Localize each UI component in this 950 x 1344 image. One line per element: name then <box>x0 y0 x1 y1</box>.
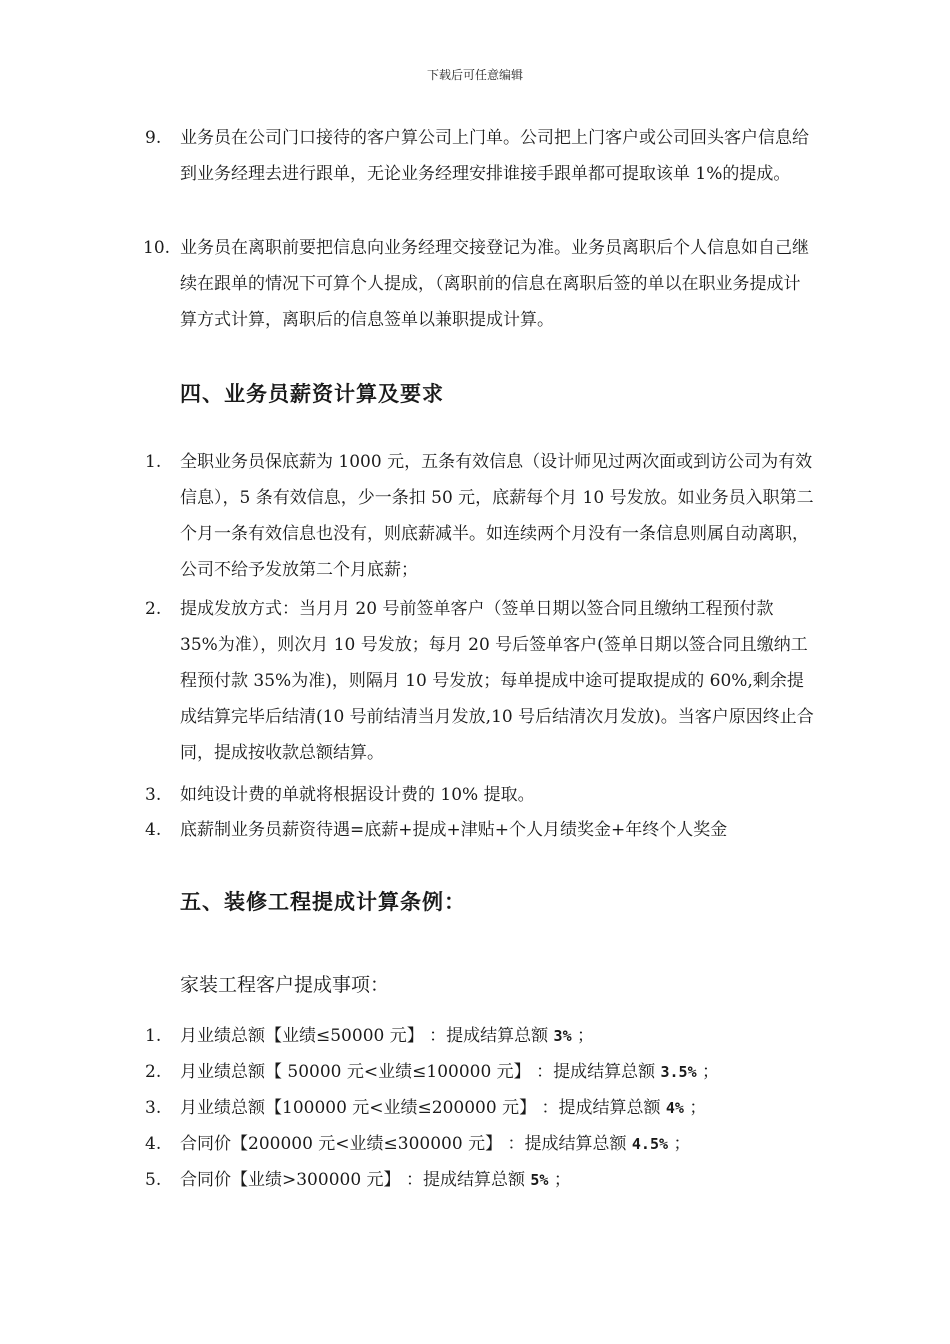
list-item-text: 业务员在离职前要把信息向业务经理交接登记为准。业务员离职后个人信息如自己继续在跟单的情况下可算个人提成，（离职前的信息在离职后签的单以在职业务提成计算方式计算，离职后的信息签单以兼职提成计算。 <box>180 238 809 330</box>
rate-end: ； <box>702 1062 720 1082</box>
list-item-text: 底薪制业务员薪资待遇=底薪+提成+津贴+个人月绩奖金+年终个人奖金 <box>180 820 728 840</box>
list-item <box>145 444 815 588</box>
rate-value: 4.5% <box>631 1135 669 1153</box>
list-item-number: 2. <box>145 1062 162 1082</box>
commission-rate-item <box>145 1129 825 1159</box>
list-item-number: 4. <box>145 820 162 840</box>
list-item-number: 1. <box>145 452 162 472</box>
rate-end: ； <box>689 1098 707 1118</box>
rate-condition: 月业绩总额【业绩≤50000 元】 ：提成结算总额 <box>180 1026 549 1046</box>
rate-value: 5% <box>530 1171 549 1189</box>
page-header-note: 下载后可任意编辑 <box>426 68 523 82</box>
rate-value: 3.5% <box>660 1063 697 1081</box>
list-item <box>145 230 815 338</box>
list-item-text: 提成发放方式：当月月 20 号前签单客户（签单日期以签合同且缴纳工程预付款 35%为准），则次月 10 号发放；每月 20 号后签单客户(签单日期以签合同且缴纳工程预付款 35%为准)，则隔月 10 号发放；每单提成中途可提取提成的 60%,剩余提成结算完毕后结清(10 号前结清当月发放,10 号后结清次月发放)。当客户原因终止合同，提成按收款总额结算。 <box>180 599 814 763</box>
list-item <box>145 591 815 771</box>
rate-value: 3% <box>553 1027 572 1045</box>
list-item-number: 5. <box>145 1170 162 1190</box>
list-item <box>145 777 815 813</box>
list-item-number: 1. <box>145 1026 162 1046</box>
list-item <box>145 812 815 848</box>
list-item-number: 9. <box>145 128 162 148</box>
section-heading: 五、装修工程提成计算条例： <box>180 890 466 914</box>
list-item-number: 4. <box>145 1134 162 1154</box>
list-item-text: 全职业务员保底薪为 1000 元，五条有效信息（设计师见过两次面或到访公司为有效信息），5 条有效信息，少一条扣 50 元，底薪每个月 10 号发放。如业务员入职第二个月一条有效信息也没有，则底薪减半。如连续两个月没有一条信息则属自动离职，公司不给予发放第二个月底薪； <box>180 452 814 580</box>
rate-condition: 月业绩总额【 50000 元<业绩≤100000 元】 ：提成结算总额 <box>180 1062 656 1082</box>
commission-rate-item <box>145 1021 825 1051</box>
list-item-number: 3. <box>145 1098 162 1118</box>
section-heading: 四、业务员薪资计算及要求 <box>180 382 444 406</box>
rate-end: ； <box>673 1134 691 1154</box>
list-item-number: 2. <box>145 599 162 619</box>
section-subheading: 家装工程客户提成事项： <box>180 974 390 996</box>
list-item-text: 业务员在公司门口接待的客户算公司上门单。公司把上门客户或公司回头客户信息给到业务经理去进行跟单，无论业务经理安排谁接手跟单都可提取该单 1%的提成。 <box>180 128 809 184</box>
commission-rate-item <box>145 1057 825 1087</box>
list-item-number: 10. <box>143 238 171 258</box>
list-item <box>145 120 815 192</box>
rate-condition: 月业绩总额【100000 元<业绩≤200000 元】 ：提成结算总额 <box>180 1098 661 1118</box>
rate-condition: 合同价【业绩>300000 元】 ：提成结算总额 <box>180 1170 525 1190</box>
list-item-number: 3. <box>145 785 162 805</box>
list-item-text: 如纯设计费的单就将根据设计费的 10% 提取。 <box>180 785 535 805</box>
rate-end: ； <box>553 1170 571 1190</box>
rate-end: ； <box>577 1026 595 1046</box>
rate-value: 4% <box>665 1099 684 1117</box>
rate-condition: 合同价【200000 元<业绩≤300000 元】 ：提成结算总额 <box>180 1134 627 1154</box>
commission-rate-item <box>145 1165 825 1195</box>
commission-rate-item <box>145 1093 825 1123</box>
